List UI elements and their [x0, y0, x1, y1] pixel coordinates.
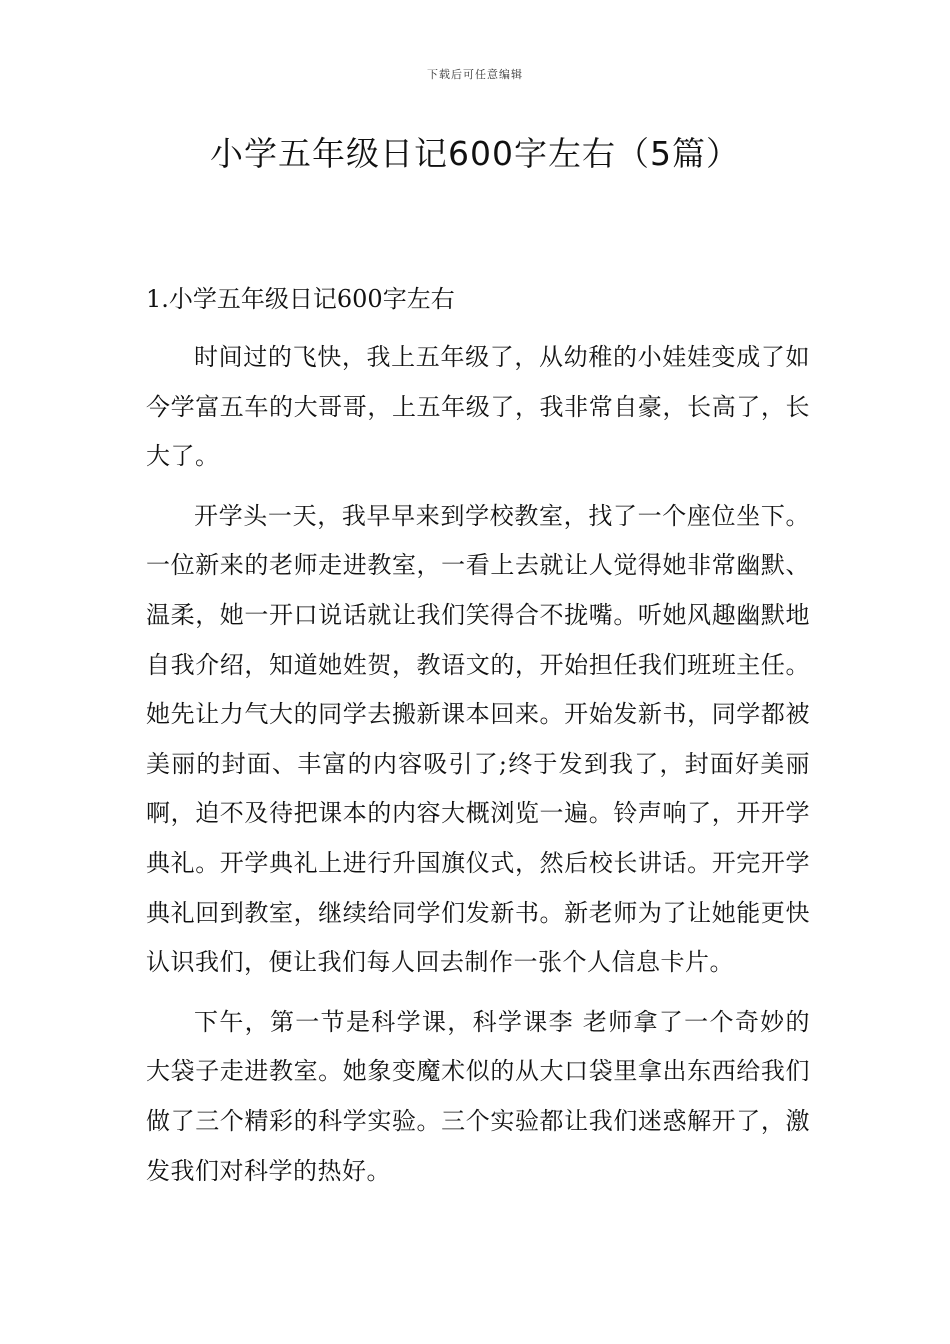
document-body	[146, 283, 810, 1206]
page-header-note: 下载后可任意编辑	[427, 68, 523, 81]
document-title: 小学五年级日记600字左右（5篇）	[210, 134, 740, 173]
section-heading: 1.小学五年级日记600字左右	[146, 285, 455, 313]
paragraph: 时间过的飞快，我上五年级了，从幼稚的小娃娃变成了如今学富五车的大哥哥，上五年级了，我非常自豪，长高了，长大了。	[146, 343, 810, 471]
paragraph: 开学头一天，我早早来到学校教室，找了一个座位坐下。一位新来的老师走进教室，一看上去就让人觉得她非常幽默、温柔，她一开口说话就让我们笑得合不拢嘴。听她风趣幽默地自我介绍，知道她姓贺，教语文的，开始担任我们班班主任。她先让力气大的同学去搬新课本回来。开始发新书，同学都被美丽的封面、丰富的内容吸引了;终于发到我了，封面好美丽啊，迫不及待把课本的内容大概浏览一遍。铃声响了，开开学典礼。开学典礼上进行升国旗仪式，然后校长讲话。开完开学典礼回到教室，继续给同学们发新书。新老师为了让她能更快认识我们，便让我们每人回去制作一张个人信息卡片。	[146, 501, 810, 977]
paragraph: 下午，第一节是科学课，科学课李 老师拿了一个奇妙的大袋子走进教室。她象变魔术似的从大口袋里拿出东西给我们做了三个精彩的科学实验。三个实验都让我们迷惑解开了，激发我们对科学的热好。	[146, 1007, 810, 1185]
